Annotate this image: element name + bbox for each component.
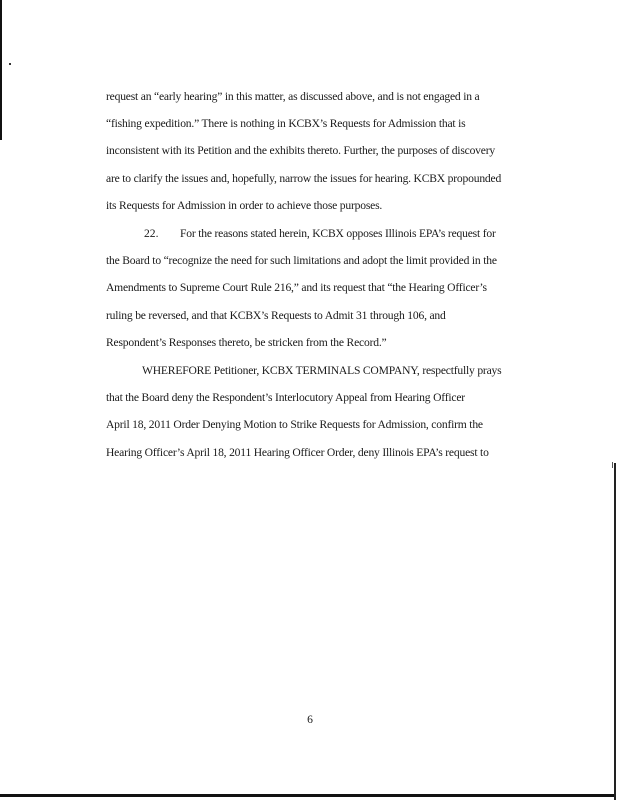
text-line: Respondent’s Responses thereto, be stricken from the Record.” xyxy=(106,336,387,349)
text-line: request an “early hearing” in this matter, as discussed above, and is not engaged in a xyxy=(106,90,480,103)
text-line: Hearing Officer’s April 18, 2011 Hearing Officer Order, deny Illinois EPA’s request to xyxy=(106,446,489,459)
text-line: the Board to “recognize the need for such limitations and adopt the limit provided in the xyxy=(106,254,497,267)
scan-border-bottom xyxy=(0,794,614,797)
text-line: are to clarify the issues and, hopefully, narrow the issues for hearing. KCBX propounded xyxy=(106,172,502,185)
text-line: “fishing expedition.” There is nothing in KCBX’s Requests for Admission that is xyxy=(106,117,466,130)
text-line: inconsistent with its Petition and the exhibits thereto. Further, the purposes of discovery xyxy=(106,144,495,157)
text-line: WHEREFORE Petitioner, KCBX TERMINALS COMPANY, respectfully prays xyxy=(142,364,502,377)
scan-border-right xyxy=(614,463,616,800)
text-line: Amendments to Supreme Court Rule 216,” and its request that “the Hearing Officer’s xyxy=(106,281,487,294)
text-line: For the reasons stated herein, KCBX opposes Illinois EPA’s request for xyxy=(180,227,496,240)
page-number: 6 xyxy=(307,713,313,726)
text-line: ruling be reversed, and that KCBX’s Requests to Admit 31 through 106, and xyxy=(106,309,446,322)
text-line: its Requests for Admission in order to achieve those purposes. xyxy=(106,199,383,212)
scan-tick-mark xyxy=(612,462,613,468)
text-line: April 18, 2011 Order Denying Motion to Strike Requests for Admission, confirm the xyxy=(106,418,483,431)
paragraph-number: 22. xyxy=(144,227,159,240)
text-line: that the Board deny the Respondent’s Interlocutory Appeal from Hearing Officer xyxy=(106,391,465,404)
scan-border-left xyxy=(0,0,2,140)
scan-speck xyxy=(9,63,11,65)
